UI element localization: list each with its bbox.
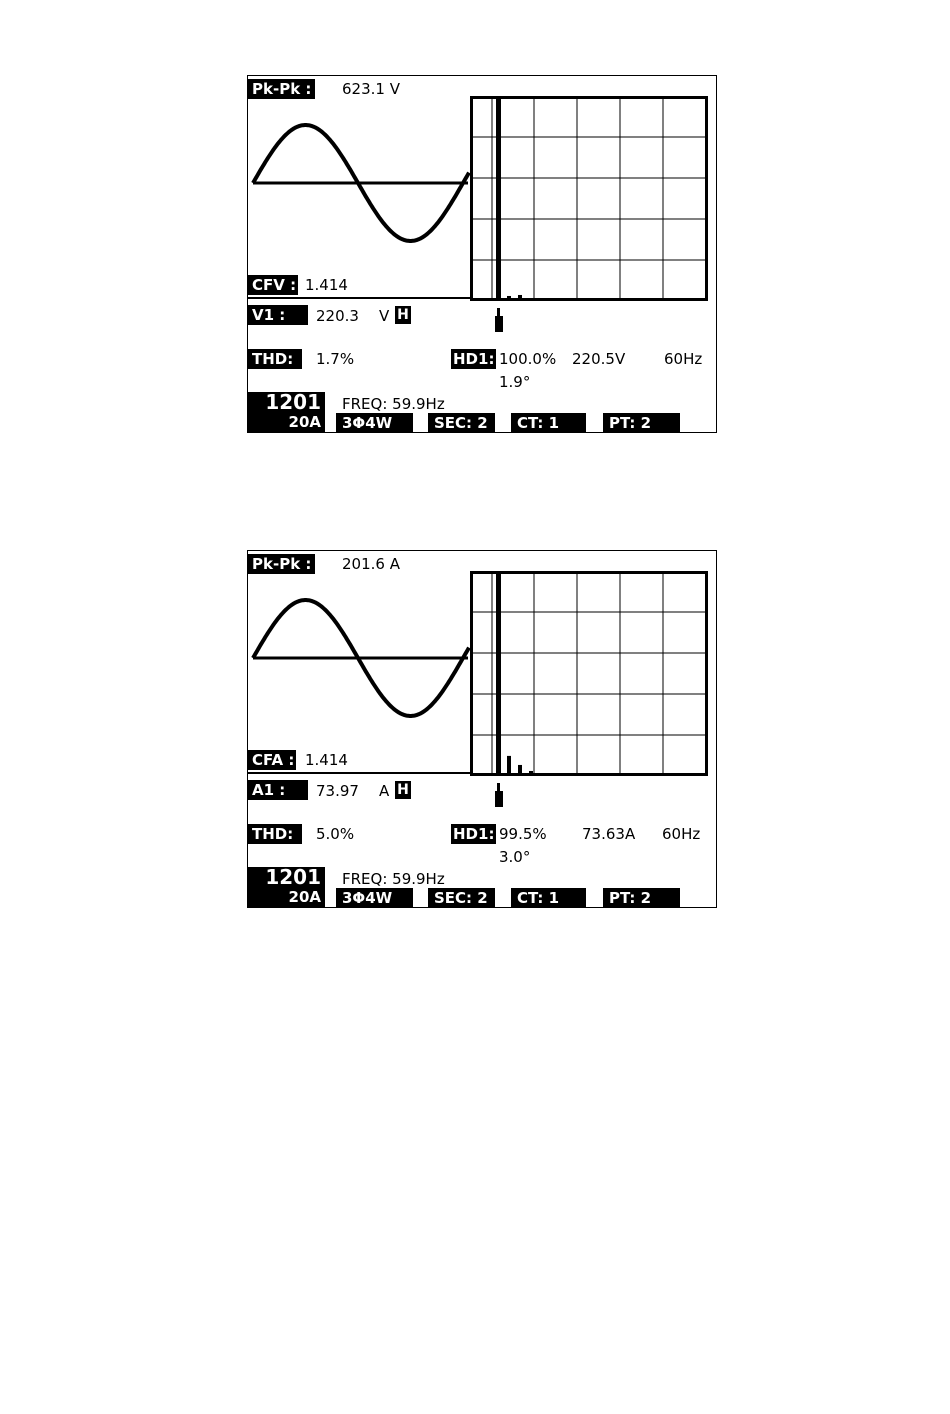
harmonic-cursor-icon[interactable] (494, 308, 506, 334)
crest-factor-label: CFV : (248, 275, 298, 295)
wiring-mode: 3Φ4W (336, 888, 413, 908)
harmonic-bar (518, 295, 522, 299)
pt-setting: PT: 2 (603, 413, 680, 433)
pt-setting: PT: 2 (603, 888, 680, 908)
spectrum-frame (472, 573, 707, 775)
meter-number: 1201 (265, 390, 321, 414)
meter-range: 20A (288, 413, 321, 431)
crest-factor-value: 1.414 (305, 276, 348, 294)
hd-frequency: 60Hz (662, 825, 701, 843)
pkpk-value: 201.6 A (342, 555, 400, 573)
harmonic-bar (496, 573, 501, 774)
thd-label: THD: (248, 824, 302, 844)
harmonic-bar (518, 765, 522, 774)
hd-phase-angle: 1.9° (499, 373, 531, 391)
meter-number: 1201 (265, 865, 321, 889)
harmonic-spectrum (470, 94, 710, 304)
harmonic-bar (529, 771, 533, 774)
harmonic-bar (507, 756, 511, 774)
channel-label: A1 : (248, 780, 308, 800)
frequency-readout: FREQ: 59.9Hz (342, 395, 445, 413)
sec-setting: SEC: 2 (428, 888, 495, 908)
thd-value: 1.7% (316, 350, 355, 368)
meter-screen-current (247, 550, 717, 908)
hd-percent: 100.0% (499, 350, 557, 368)
thd-label: THD: (248, 349, 302, 369)
harmonic-spectrum (470, 569, 710, 779)
pkpk-label: Pk-Pk : (248, 554, 315, 574)
channel-unit: A (379, 782, 390, 800)
hd-label: HD1: (453, 825, 495, 843)
spectrum-frame (472, 98, 707, 300)
hd-value: 73.63A (582, 825, 636, 843)
hd-frequency: 60Hz (664, 350, 703, 368)
pkpk-value: 623.1 V (342, 80, 400, 98)
frequency-readout: FREQ: 59.9Hz (342, 870, 445, 888)
channel-unit: V (379, 307, 390, 325)
sec-setting: SEC: 2 (428, 413, 495, 433)
meter-range: 20A (288, 888, 321, 906)
thd-value: 5.0% (316, 825, 355, 843)
ct-setting: CT: 1 (511, 413, 586, 433)
hold-badge: H (395, 306, 411, 324)
crest-factor-label: CFA : (248, 750, 296, 770)
harmonic-bar (507, 296, 511, 299)
meter-id-box (248, 867, 325, 908)
pkpk-label: Pk-Pk : (248, 79, 315, 99)
hd-label: HD1: (453, 350, 495, 368)
crest-factor-value: 1.414 (305, 751, 348, 769)
harmonic-cursor-icon[interactable] (494, 783, 506, 809)
channel-label: V1 : (248, 305, 308, 325)
meter-screen-voltage (247, 75, 717, 433)
channel-value: 73.97 (316, 782, 359, 800)
hd-percent: 99.5% (499, 825, 547, 843)
meter-id-box (248, 392, 325, 433)
channel-value: 220.3 (316, 307, 359, 325)
wiring-mode: 3Φ4W (336, 413, 413, 433)
hd-phase-angle: 3.0° (499, 848, 531, 866)
hold-badge: H (395, 781, 411, 799)
hd-value: 220.5V (572, 350, 626, 368)
ct-setting: CT: 1 (511, 888, 586, 908)
harmonic-bar (496, 98, 501, 299)
